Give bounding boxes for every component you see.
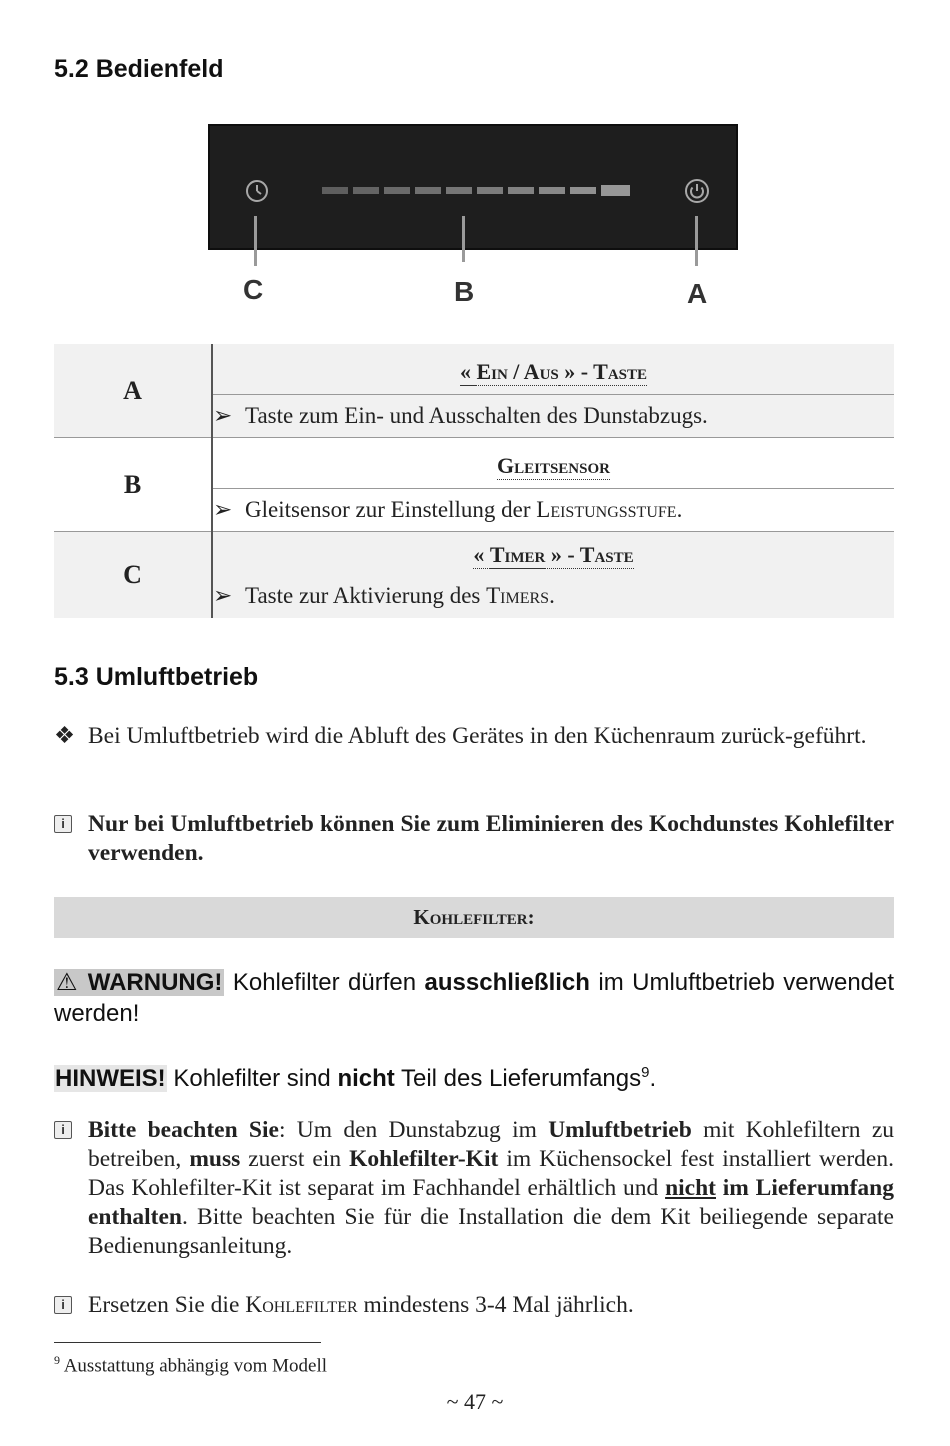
slider-segment — [601, 185, 630, 196]
row-label: B — [54, 438, 212, 532]
kohlefilter-heading-bar: Kohlefilter: — [54, 897, 894, 938]
timer-icon — [243, 177, 271, 205]
info-icon: i — [54, 1121, 72, 1139]
slider-segment — [477, 187, 503, 194]
row-title: Gleitsensor — [212, 438, 894, 489]
power-icon — [683, 177, 711, 205]
row-bullet: ➢ Taste zum Ein- und Ausschalten des Dunstabzugs. — [212, 395, 894, 438]
arrow-bullet-icon: ➢ — [213, 497, 233, 522]
table-row — [54, 532, 894, 575]
slider-segment — [353, 187, 379, 194]
slider-segment — [539, 187, 565, 194]
info-note-replace: i Ersetzen Sie die Kohlefilter mindestens 3-4 Mal jährlich. — [54, 1291, 894, 1320]
hinweis-paragraph: HINWEIS! Kohlefilter sind nicht Teil des Lieferumfangs$^9$. — [55, 1064, 657, 1092]
callout-b: B — [454, 276, 475, 307]
callout-c: C — [243, 274, 264, 305]
row-label: A — [54, 344, 212, 438]
row-label: C — [54, 532, 212, 619]
hinweis-tag: HINWEIS! — [55, 1065, 166, 1092]
page-number: ~ 47 ~ — [446, 1389, 504, 1414]
control-table — [54, 344, 894, 618]
slider-segment — [322, 187, 348, 194]
row-bullet: ➢ Taste zur Aktivierung des Timers. — [212, 574, 894, 618]
slider-segment — [415, 187, 441, 194]
warning-triangle-icon: ⚠ — [56, 969, 80, 996]
arrow-bullet-icon: ➢ — [213, 403, 233, 428]
table-row — [54, 438, 894, 489]
section-heading-5-3: 5.3 Umluftbetrieb — [54, 663, 259, 691]
info-note-kit: i Bitte beachten Sie: Um den Dunstabzug im Umluftbetrieb mit Kohlefiltern zu betreiben, muss zuerst ein Kohlefilter-Kit im Küchensockel fest installiert werden. Das Kohlefilter-Kit ist separat im Fachhandel erhältlich und nicht im Lieferumfang enthalten. Bitte beachten Sie für die Installation die dem Kit beiliegende separate Bedienungsanleitung. — [54, 1116, 894, 1261]
diamond-bullet-icon: ❖ — [54, 723, 76, 749]
slider-segment — [384, 187, 410, 194]
table-row — [54, 344, 894, 395]
slider-segment — [446, 187, 472, 194]
info-icon: i — [54, 1296, 72, 1314]
paragraph-umluft: ❖ Bei Umluftbetrieb wird die Abluft des Gerätes in den Küchenraum zurück-geführt. — [54, 723, 867, 749]
row-title: « Timer » - Taste — [212, 532, 894, 575]
section-heading-5-2: 5.2 Bedienfeld — [54, 55, 224, 83]
footnote-ref: 9 — [641, 1064, 650, 1081]
slider-segment — [570, 187, 596, 194]
row-bullet: ➢ Gleitsensor zur Einstellung der Leistungsstufe. — [212, 489, 894, 532]
warning-paragraph: ⚠ WARNUNG! Kohlefilter dürfen ausschließlich im Umluftbetrieb verwendet werden! — [54, 969, 895, 1027]
control-panel-diagram — [208, 124, 738, 250]
info-note-kohlefilter: i Nur bei Umluftbetrieb können Sie zum Eliminieren des Kochdunstes Kohlefilter verwenden. — [54, 810, 894, 868]
info-icon: i — [54, 815, 72, 833]
arrow-bullet-icon: ➢ — [213, 583, 233, 608]
footnote-separator — [54, 1342, 321, 1343]
row-title: « Ein / Aus » - Taste — [212, 344, 894, 395]
leader-line-a — [695, 216, 698, 266]
warning-tag: ⚠ WARNUNG! — [56, 969, 223, 996]
slider-segment — [508, 187, 534, 194]
callout-a: A — [687, 278, 708, 309]
leader-line-c — [254, 216, 257, 266]
leader-line-b — [462, 216, 465, 262]
footnote: $^9$ Ausstattung abhängig vom Modell — [54, 1353, 328, 1377]
